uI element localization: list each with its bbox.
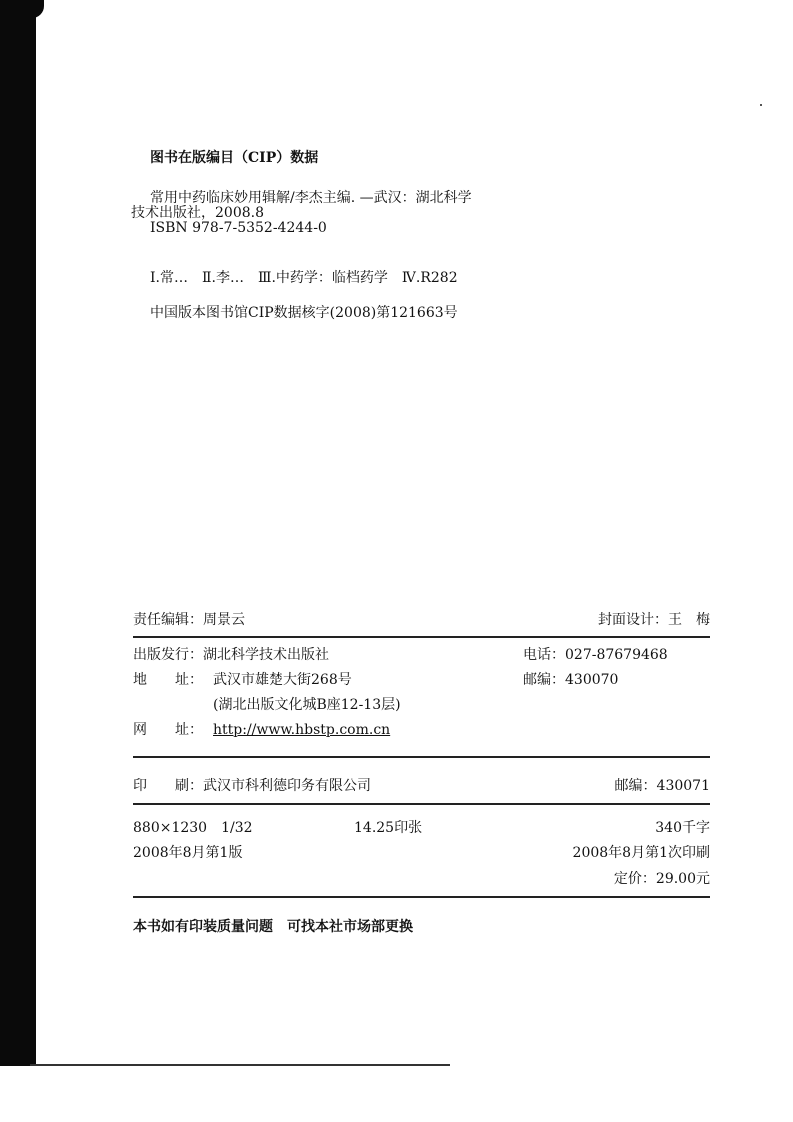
address-label: 地 址： — [133, 672, 203, 688]
cip-isbn: ISBN 978-7-5352-4244-0 — [150, 220, 327, 236]
page-bottom-edge — [30, 1064, 450, 1066]
printer: 印 刷：武汉市科利德印务有限公司 — [133, 778, 371, 794]
format: 880×1230 1/32 — [133, 820, 253, 836]
divider — [133, 803, 710, 805]
editor: 责任编辑：周景云 — [133, 612, 245, 628]
divider — [133, 756, 710, 758]
web-url: http://www.hbstp.com.cn — [213, 722, 391, 738]
cip-title-line1: 常用中药临床妙用辑解/李杰主编. —武汉：湖北科学 — [150, 190, 472, 206]
edition: 2008年8月第1版 — [133, 845, 243, 861]
cip-classification: Ⅰ.常… Ⅱ.李… Ⅲ.中药学：临档药学 Ⅳ.R282 — [150, 270, 458, 286]
publisher: 出版发行：湖北科学技术出版社 — [133, 647, 329, 663]
web-label: 网 址： — [133, 722, 203, 738]
printer-postcode: 邮编：430071 — [614, 778, 710, 794]
address-postcode: 邮编：430070 — [523, 672, 619, 688]
cip-title-line2: 技术出版社，2008.8 — [131, 205, 264, 221]
cip-heading: 图书在版编目（CIP）数据 — [150, 150, 319, 166]
word-count: 340千字 — [655, 820, 710, 836]
scan-corner-shadow — [30, 0, 44, 18]
phone: 电话：027-87679468 — [523, 647, 668, 663]
cip-number: 中国版本图书馆CIP数据核字(2008)第121663号 — [150, 305, 458, 321]
price: 定价：29.00元 — [613, 871, 710, 887]
printing: 2008年8月第1次印刷 — [572, 845, 710, 861]
scan-speck — [760, 104, 762, 106]
divider — [133, 896, 710, 898]
cover-design: 封面设计：王 梅 — [598, 612, 710, 628]
address: 武汉市雄楚大街268号 — [213, 672, 352, 688]
scan-spine-shadow — [0, 0, 36, 1066]
divider — [133, 636, 710, 638]
address-detail: (湖北出版文化城B座12-13层) — [213, 697, 401, 713]
sheets: 14.25印张 — [354, 820, 423, 836]
quality-notice: 本书如有印装质量问题 可找本社市场部更换 — [133, 919, 413, 935]
